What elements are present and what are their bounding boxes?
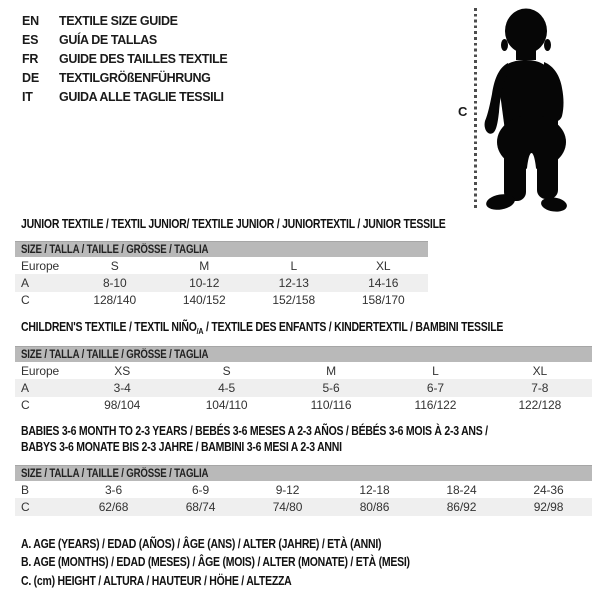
table-row-height [15, 397, 592, 414]
size-cell: 158/170 [361, 293, 405, 308]
language-row [22, 49, 227, 68]
language-title: GUÍA DE TALLAS [59, 32, 157, 47]
children-size-table [15, 346, 592, 414]
table-row-europe [15, 257, 428, 274]
language-code: ES [22, 32, 39, 47]
size-cell: 12-13 [278, 275, 309, 290]
neck [516, 46, 536, 60]
table-row-age [15, 379, 592, 396]
size-cell: 68/74 [185, 499, 216, 514]
row-label: Europe [21, 363, 60, 378]
size-cell: 18-24 [446, 482, 477, 497]
row-label: B [21, 482, 29, 497]
size-cell: XL [376, 258, 391, 273]
junior-table-title: JUNIOR TEXTILE / TEXTIL JUNIOR/ TEXTILE JUNIOR / JUNIORTEXTIL / JUNIOR TESSILE [21, 217, 446, 231]
language-title: GUIDA ALLE TAGLIE TESSILI [59, 89, 224, 104]
size-header-bar: SIZE / TALLA / TAILLE / GRÖSSE / TAGLIA [15, 346, 592, 362]
size-cell: 128/140 [93, 293, 137, 308]
size-cell: 6-9 [191, 482, 210, 497]
row-label: C [21, 499, 30, 514]
size-cell: 3-4 [113, 380, 131, 395]
language-title: TEXTILE SIZE GUIDE [59, 13, 178, 28]
row-label: Europe [21, 258, 60, 273]
size-cell: 110/116 [310, 398, 352, 413]
ear-right [544, 39, 551, 51]
table-row-age-months [15, 481, 592, 498]
language-title: GUIDE DES TAILLES TEXTILE [59, 51, 228, 66]
size-cell: 24-36 [533, 482, 564, 497]
language-row [22, 30, 227, 49]
junior-size-table [15, 241, 428, 309]
table-row-age [15, 274, 428, 291]
size-cell: 10-12 [189, 275, 220, 290]
size-cell: 9-12 [275, 482, 300, 497]
table-row-europe [15, 362, 592, 379]
size-cell: 122/128 [518, 398, 562, 413]
table-row-height [15, 498, 592, 515]
babies-title-line1: BABIES 3-6 MONTH TO 2-3 YEARS / BEBÉS 3-6 MESES A 2-3 AÑOS / BÉBÉS 3-6 MOIS À 2-3 ANS / [21, 424, 488, 438]
language-row [22, 11, 227, 30]
size-cell: 7-8 [531, 380, 549, 395]
row-label: C [21, 293, 30, 308]
size-cell: 140/152 [182, 293, 226, 308]
row-label: C [21, 398, 30, 413]
size-cell: 8-10 [102, 275, 127, 290]
language-title: TEXTILGRÖßENFÜHRUNG [59, 70, 211, 85]
size-cell: 14-16 [368, 275, 399, 290]
size-cell: M [326, 363, 336, 378]
legend-line-a: A. AGE (YEARS) / EDAD (AÑOS) / ÂGE (ANS) / ALTER (JAHRE) / ETÀ (ANNI) [21, 537, 382, 551]
size-cell: XS [114, 363, 131, 378]
size-cell: 86/92 [446, 499, 477, 514]
size-cell: 152/158 [272, 293, 316, 308]
size-cell: 116/122 [414, 398, 457, 413]
size-cell: M [199, 258, 210, 273]
language-list [22, 11, 227, 106]
size-cell: 5-6 [322, 380, 340, 395]
language-code: EN [22, 13, 39, 28]
language-row [22, 68, 227, 87]
size-cell: L [432, 363, 439, 378]
leg-left [504, 150, 526, 201]
height-dotted-line [474, 8, 477, 209]
babies-table-title [21, 424, 488, 455]
size-cell: 98/104 [104, 398, 141, 413]
row-label: A [21, 275, 29, 290]
language-row [22, 87, 227, 106]
table-row-height [15, 292, 428, 309]
size-cell: 12-18 [359, 482, 390, 497]
row-label: A [21, 380, 29, 395]
legend-line-b: B. AGE (MONTHS) / EDAD (MESES) / ÂGE (MOIS) / ALTER (MONATE) / ETÀ (MESI) [21, 555, 410, 570]
size-cell: 3-6 [104, 482, 123, 497]
size-header-bar: SIZE / TALLA / TAILLE / GRÖSSE / TAGLIA [15, 241, 428, 257]
size-cell: 4-5 [218, 380, 236, 395]
size-cell: L [290, 258, 298, 273]
size-cell: 80/86 [359, 499, 390, 514]
size-cell: S [110, 258, 119, 273]
size-header-bar: SIZE / TALLA / TAILLE / GRÖSSE / TAGLIA [15, 465, 592, 481]
toddler-silhouette-icon [484, 6, 586, 213]
language-code: FR [22, 51, 39, 66]
babies-title-line2: BABYS 3-6 MONATE BIS 2-3 JAHRE / BAMBINI 3-6 MESI A 2-3 ANNI [21, 439, 342, 454]
ear-left [501, 39, 508, 51]
size-cell: 62/68 [98, 499, 129, 514]
size-cell: 92/98 [533, 499, 564, 514]
size-cell: 6-7 [426, 380, 444, 395]
legend [21, 535, 484, 590]
legend-line-c: C. (cm) HEIGHT / ALTURA / HAUTEUR / HÖHE / ALTEZZA [21, 573, 292, 588]
babies-size-table [15, 465, 592, 516]
leg-right [537, 150, 558, 199]
size-cell: XL [532, 363, 548, 378]
figure-height-label: C [458, 104, 468, 119]
language-code: IT [22, 89, 33, 104]
children-table-title: CHILDREN'S TEXTILE / TEXTIL $NIÑO_{/A}$ / TEXTILE DES ENFANTS / KINDERTEXTIL / BAMBINI TESSILE [21, 320, 504, 336]
size-cell: S [222, 363, 231, 378]
language-code: DE [22, 70, 39, 85]
size-cell: 104/110 [205, 398, 248, 413]
size-cell: 74/80 [272, 499, 303, 514]
